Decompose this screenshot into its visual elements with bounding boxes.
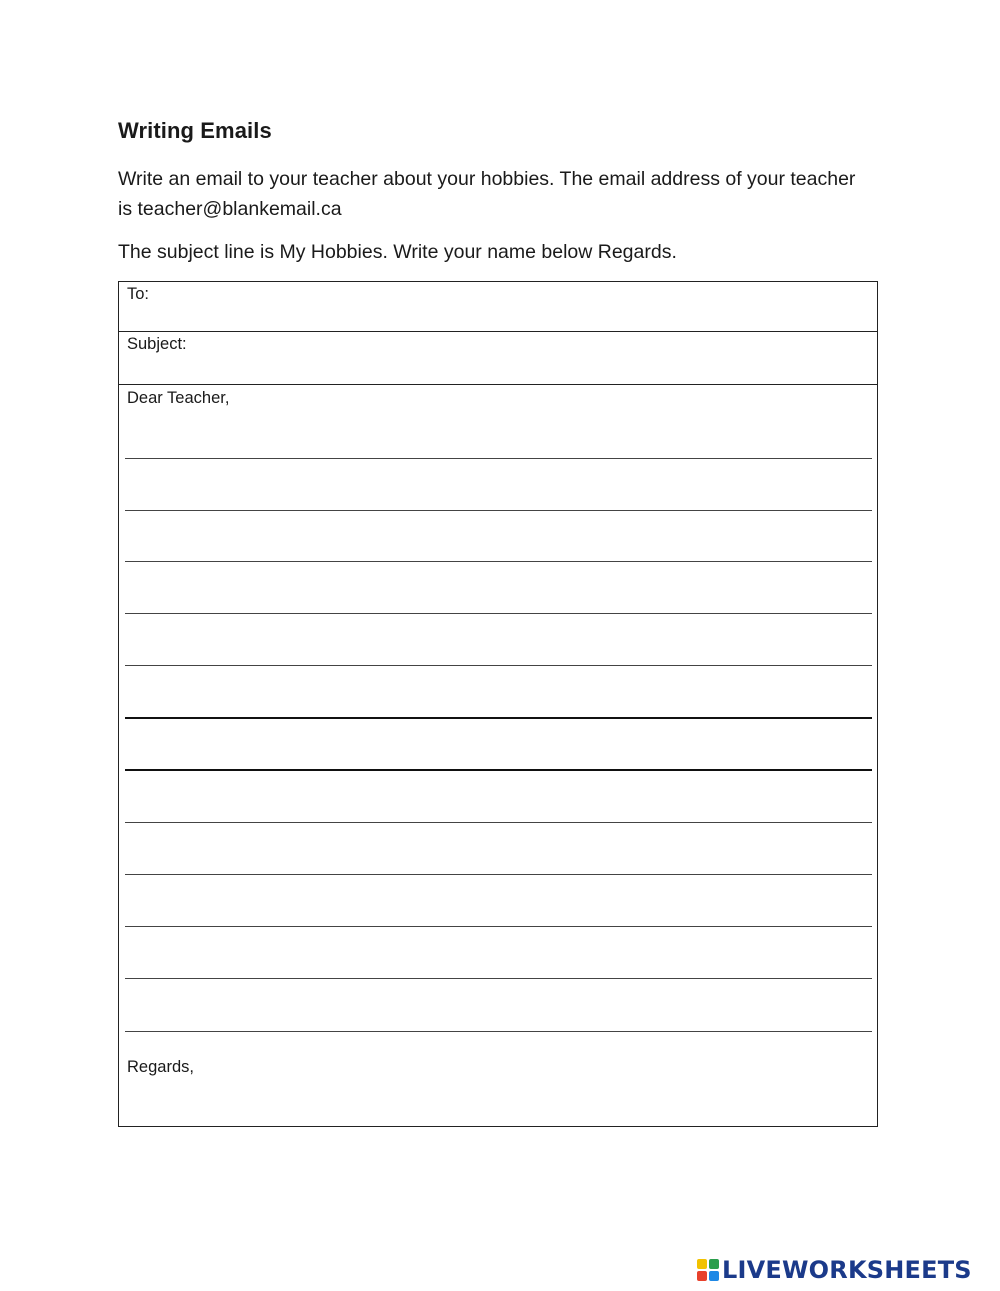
brand-name: LIVEWORKSHEETS bbox=[722, 1256, 972, 1284]
writing-line[interactable] bbox=[125, 510, 872, 511]
writing-line[interactable] bbox=[125, 822, 872, 823]
subject-divider bbox=[119, 384, 877, 385]
brand-logo-icon bbox=[697, 1259, 719, 1281]
writing-line[interactable] bbox=[125, 769, 872, 771]
instruction-subject-text: The subject line is My Hobbies. Write your name below Regards. bbox=[118, 241, 677, 263]
email-form bbox=[118, 281, 878, 1127]
writing-line[interactable] bbox=[125, 874, 872, 875]
liveworksheets-logo bbox=[697, 1255, 972, 1285]
writing-line[interactable] bbox=[125, 717, 872, 719]
writing-line[interactable] bbox=[125, 613, 872, 614]
greeting-text: Dear Teacher, bbox=[127, 389, 230, 407]
subject-label: Subject: bbox=[127, 335, 187, 353]
to-label: To: bbox=[127, 285, 150, 303]
writing-line[interactable] bbox=[125, 665, 872, 666]
closing-text: Regards, bbox=[127, 1058, 194, 1076]
to-divider bbox=[119, 331, 877, 332]
writing-line[interactable] bbox=[125, 978, 872, 979]
writing-line[interactable] bbox=[125, 458, 872, 459]
writing-line[interactable] bbox=[125, 1031, 872, 1032]
page-title: Writing Emails bbox=[118, 118, 272, 143]
instruction-text: Write an email to your teacher about your hobbies. The email address of your teacher is teacher@blankemail.ca bbox=[118, 168, 856, 220]
writing-line[interactable] bbox=[125, 561, 872, 562]
writing-line[interactable] bbox=[125, 926, 872, 927]
